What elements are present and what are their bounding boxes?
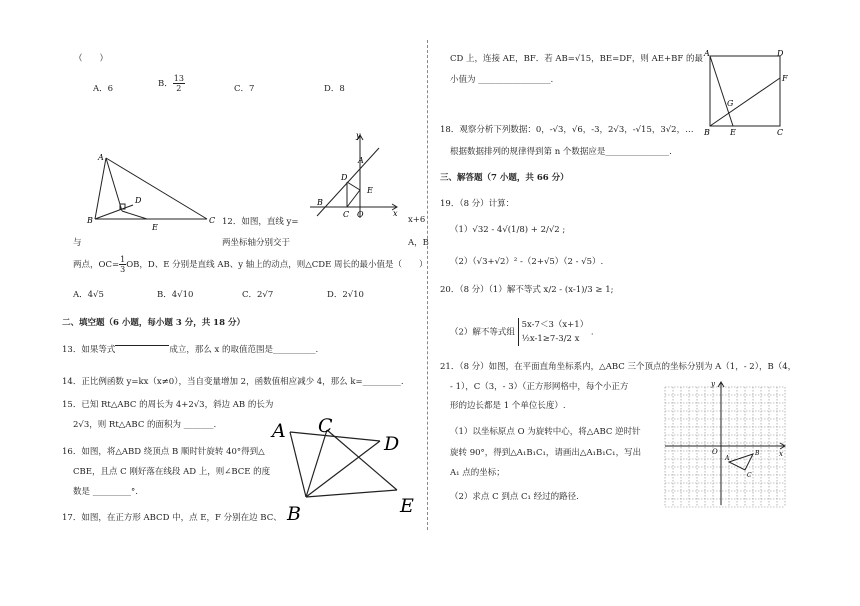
q21-part1-b: 旋转 90°，得到△A₁B₁C₁，请画出△A₁B₁C₁，写出 — [450, 448, 642, 458]
q14: 14．正比例函数 y=kx（x≠0），当自变量增加 2，函数值相应减少 4，那么 k=_________. — [62, 377, 404, 387]
q21-line3: 形的边长都是 1 个单位长度）. — [450, 401, 566, 411]
q16-rotation-figure — [270, 415, 420, 525]
q12-coordinate-figure — [305, 130, 405, 225]
fig17-label-g: G — [727, 99, 734, 108]
q12-option-d: D．2√10 — [327, 290, 364, 300]
q17-line2-right: 小值为 _________________. — [450, 75, 554, 85]
q11-triangle-figure — [85, 150, 220, 230]
fig11-label-d: D — [135, 196, 142, 205]
q21-line1: 21．（8 分）如图，在平面直角坐标系内，△ABC 三个顶点的坐标分别为 A（1，- 2），B（4， — [440, 362, 797, 372]
q12-option-c: C．2√7 — [242, 290, 274, 300]
fig21-label-b: B — [755, 450, 760, 457]
q17-square-figure — [700, 48, 800, 143]
fig12-label-x: x — [393, 209, 398, 218]
fig16-label-c: C — [318, 415, 333, 437]
q12-ab: A，B — [408, 238, 429, 248]
q11-option-c: C．7 — [234, 84, 255, 94]
q21-line2: - 1），C（3，- 3）（正方形网格中，每个小正方 — [450, 382, 629, 392]
fig17-label-a: A — [704, 49, 710, 58]
fig16-label-a: A — [272, 420, 286, 442]
fig16-label-e: E — [400, 495, 414, 517]
fig21-label-x: x — [779, 450, 783, 458]
q21-part1-c: A₁ 点的坐标； — [450, 468, 505, 478]
q18-line2: 根据数据排列的规律得到第 n 个数据应是_______________. — [450, 147, 672, 157]
q16-line3: 数是 _________°. — [73, 487, 138, 497]
q12-line3: 两点，OC= $\frac{1}{3}$ OB，D、E 分别是直线 AB、y 轴上的动点，则△CDE 周长的最小值是（ ） — [73, 255, 428, 274]
q21-part2: （2）求点 C 到点 C₁ 经过的路径. — [450, 492, 579, 502]
q20-part2: （2）解不等式组 5x-7＜3（x+1） ½x-1≥7-3/2 x . — [450, 320, 594, 344]
fig21-label-o: O — [712, 448, 718, 456]
fig11-label-a: A — [98, 153, 104, 162]
fig11-label-c: C — [209, 216, 216, 225]
q11-option-d: D．8 — [324, 84, 345, 94]
q19-part1: （1）√32 - 4√(1/8) + 2/√2 ; — [450, 225, 566, 235]
fig16-label-b: B — [287, 503, 301, 525]
q16-line2: CBE，且点 C 刚好落在线段 AD 上，则∠BCE 的度 — [73, 467, 271, 477]
q12-x-plus-6: x+6 — [408, 215, 426, 225]
fig12-label-y: y — [356, 131, 361, 140]
q11-option-a: A．6 — [93, 84, 114, 94]
q15-line2: 2√3，则 Rt△ABC 的面积为 _______. — [73, 420, 217, 430]
q15-line1: 15．已知 Rt△ABC 的周长为 4+2√3，斜边 AB 的长为 — [62, 400, 274, 410]
q19-title: 19．（8 分）计算： — [440, 199, 515, 209]
fig21-label-y: y — [711, 380, 715, 388]
fig12-label-c: C — [343, 210, 350, 219]
fig12-label-b: B — [317, 198, 323, 207]
fig17-label-c: C — [777, 128, 784, 137]
fig21-label-a: A — [725, 455, 730, 462]
fig21-label-c: C — [747, 472, 752, 479]
q19-part2: （2）（√3+√2）² -（2+√5）（2 - √5）. — [450, 257, 604, 267]
fig11-label-b: B — [87, 216, 93, 225]
q17-line1-right: CD 上，连接 AE，BF．若 AB=√15，BE=DF，则 AE+BF 的最 — [450, 54, 703, 64]
q12-axes: 两坐标轴分别交于 — [222, 238, 291, 248]
fig17-label-f: F — [782, 74, 788, 83]
fig17-label-d: D — [777, 49, 784, 58]
q12-with: 与 — [73, 238, 82, 248]
q12-option-a: A．4√5 — [73, 290, 104, 300]
fig11-label-e: E — [152, 223, 158, 232]
q12-option-b: B．4√10 — [157, 290, 194, 300]
fig12-label-a: A — [358, 156, 364, 165]
section2-title: 二、填空题（6 小题，每小题 3 分，共 18 分） — [62, 318, 245, 328]
triangle-abc — [729, 454, 753, 470]
q11-answer-paren: （ ） — [74, 54, 109, 64]
q13: 13．如果等式 成立，那么 x 的取值范围是__________. — [62, 345, 319, 355]
q16-line1: 16．如图，将△ABD 绕顶点 B 顺时针旋转 40°得到△ — [62, 447, 265, 457]
fig12-label-e: E — [367, 186, 373, 195]
q21-grid-figure — [660, 380, 790, 515]
q21-part1-a: （1）以坐标原点 O 为旋转中心，将△ABC 逆时针 — [450, 427, 641, 437]
q12-line1: 12．如图，直线 y= — [222, 217, 299, 227]
fig12-label-d: D — [341, 173, 348, 182]
q20-part1: 20．（8 分）（1）解不等式 x/2 - (x-1)/3 ≥ 1; — [440, 285, 614, 295]
fig17-label-b: B — [704, 128, 710, 137]
column-divider — [427, 40, 428, 530]
fig17-label-e: E — [730, 128, 736, 137]
section3-title: 三、解答题（7 小题，共 66 分） — [440, 173, 569, 183]
q11-option-b: B． $\frac{13}{2}$ — [158, 74, 184, 93]
fig12-label-o: O — [357, 210, 364, 219]
fig16-label-d: D — [384, 433, 400, 455]
q17-line1: 17．如图，在正方形 ABCD 中，点 E，F 分别在边 BC、 — [62, 513, 282, 523]
q18-line1: 18．观察分析下列数据：0，-√3，√6，-3，2√3，-√15，3√2，… — [440, 125, 694, 135]
